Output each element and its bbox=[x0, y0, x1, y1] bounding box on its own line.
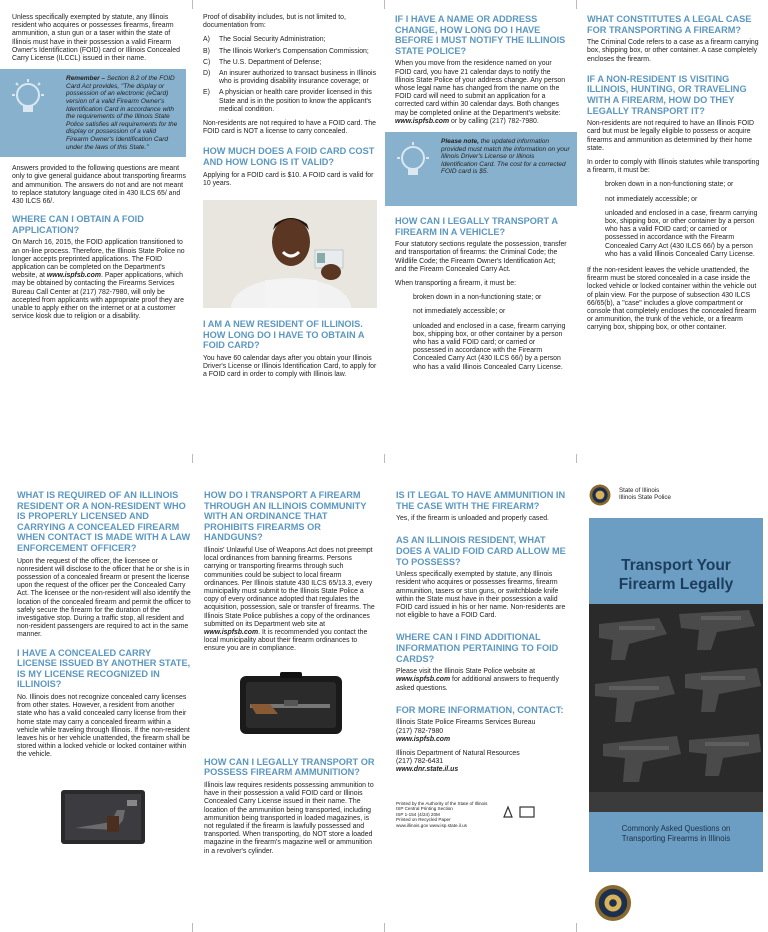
panel-top-3 bbox=[395, 14, 569, 378]
legal-case-text: The Criminal Code refers to a case as a firearm carrying box, shipping box, or other container. A case completely encloses the firearm. bbox=[587, 39, 759, 63]
note-title: Please note, bbox=[441, 138, 479, 145]
cover-header bbox=[589, 484, 763, 514]
heading-legal-case: WHAT CONSTITUTES A LEGAL CASE FOR TRANSPORTING A FIREARM? bbox=[587, 14, 752, 35]
heading-name-address-change: IF I HAVE A NAME OR ADDRESS CHANGE, HOW LONG DO I HAVE BEFORE I MUST NOTIFY THE ILLINOIS STATE POLICE? bbox=[395, 14, 566, 56]
note-text: the updated information provided must match the information on your Illinois Driver's License or Illinois Identification Card. The cost for a corrected FOID card is $5. bbox=[441, 138, 570, 176]
cover-title: Transport Your Firearm Legally bbox=[618, 557, 734, 593]
remember-note bbox=[0, 69, 186, 157]
nonresident-text: Non-residents are not required to have a FOID card. The FOID card is NOT a license to carry concealed. bbox=[203, 120, 376, 136]
fold-mark bbox=[384, 0, 385, 9]
list-item: broken down in a non-functioning state; or bbox=[605, 181, 734, 189]
rifle-case-photo bbox=[236, 670, 346, 740]
list-item: unloaded and enclosed in a case, firearm carrying box, shipping box, or other container by a person who has a valid FOID card; or carried or possessed in accordance with the Firearm Concealed Carry Act (430 ILCS 66/) by a person who has a valid Illinois Concealed Carry License. bbox=[605, 209, 758, 258]
firearms-collage-photo bbox=[589, 604, 763, 812]
ordinance-text: Illinois' Unlawful Use of Weapons Act does not preempt local ordinances from banning firearms. Persons carrying or transporting firearms through such communities could be subject to local firearm ordinances. Per Illinois statute 430 ILCS 65/13.3, every municipality must submit to the Illinois State Police a copy of every ordinance adopted that regulates the acquisition, possession, sale or transfer of firearms. The Illinois State Police publishes a copy of the ordinances submitted on its Department web site at www.ispfsb.com. It is recommended you contact the local municipality about their firearm ordinances to ensure you are in compliance. bbox=[204, 546, 375, 653]
name-address-text: When you move from the residence named on your FOID card, you have 21 calendar days to notify the Illinois State Police of your address change. Any person whose legal name has changed from the name on the FOID card will need to submit an application for a corrected card within 30 calendar days. Both changes may be completed online at the Department's website: www.ispfsb.com or by calling (217) 782-7980. bbox=[395, 60, 566, 125]
foid-possess-text: Unless specifically exempted by statute, any Illinois resident who acquires or possesses firearms, firearm ammunition, tasers or stun guns, or switchblade knife within the State must have in their possession a valid FOID card issued in his or her name. Non-residents are not eligible to have a FOID Card. bbox=[396, 571, 566, 620]
heading-obtain-foid: WHERE CAN I OBTAIN A FOID APPLICATION? bbox=[12, 214, 144, 235]
fold-mark bbox=[576, 454, 577, 463]
ammunition-text: Illinois law requires residents possessing ammunition to have in their possession a valid FOID card or Illinois Concealed Carry License issued in their name. The location of the ammunition being transported, including ammunition being transported in loaded magazines, is not regulated if the firearm is lawfully possessed and transported. When transporting, do NOT store a loaded magazine in the firearm's magazine well or ammunition in a revolver's cylinder. bbox=[204, 782, 374, 855]
lightbulb-icon bbox=[391, 140, 435, 184]
fold-mark bbox=[384, 923, 385, 932]
cover-subtitle: Commonly Asked Questions on Transporting Firearms in Illinois bbox=[621, 824, 731, 843]
list-item: not immediately accessible; or bbox=[413, 308, 506, 316]
printing-info: Printed by the Authority of the State of Illinois ISP Central Printing Section ISP 1-154 (4/24) 20M Printed on Recycled Paper www.illinois.gov www.isp.state.il.us bbox=[396, 801, 570, 829]
heading-new-resident: I AM A NEW RESIDENT OF ILLINOIS. HOW LONG DO I HAVE TO OBTAIN A FOID CARD? bbox=[203, 319, 365, 351]
note-text: Section 8.2 of the FOID Card Act provides, "The display or possession of an electronic (eCard) version of a valid Firearm Owner's Identification Card in accordance with the requirements of the Illinois State Police satisfies all requirements for the display or possession of a valid Firearm Owner's Identification Card under the laws of this State." bbox=[66, 75, 178, 151]
website-link[interactable]: www.ispfsb.com bbox=[396, 676, 451, 684]
intro-text: Unless specifically exempted by statute, any Illinois resident who acquires or possesses firearms, firearm ammunition, a stun gun or a taser within the state of Illinois must have in their possession a valid Firearm Owner's Identification (FOID) card or Illinois Concealed Carry License (ILCCL) issued in their name. bbox=[12, 14, 180, 63]
transport-vehicle-text: Four statutory sections regulate the possession, transfer and transportation of firearms: the Criminal Code; the Wildlife Code; the Firearm Owner's Identification Act; and the Firearm Concealed Carry Act. bbox=[395, 241, 567, 273]
transport-must-text: When transporting a firearm, it must be: bbox=[395, 280, 517, 287]
fold-mark bbox=[192, 923, 193, 932]
fold-mark bbox=[192, 454, 193, 463]
isp-badge-seal-icon bbox=[594, 884, 632, 922]
note-title: Remember – bbox=[66, 75, 107, 83]
isp-seal-icon bbox=[589, 484, 611, 506]
other-state-text: No. Illinois does not recognize concealed carry licenses from other states. However, a resident from another state who has a valid concealed carry license from their home state may carry a concealed firearm within a vehicle while traveling through Illinois. If the non-resident leaves his or her vehicle unattended, the firearm shall be stored within a locked vehicle or locked container within the vehicle. bbox=[17, 693, 190, 759]
fold-mark bbox=[384, 454, 385, 463]
heading-transport-vehicle: HOW CAN I LEGALLY TRANSPORT A FIREARM IN A VEHICLE? bbox=[395, 216, 558, 237]
heading-other-state-license: I HAVE A CONCEALED CARRY LICENSE ISSUED BY ANOTHER STATE, IS MY LICENSE RECOGNIZED IN ILLINOIS? bbox=[17, 647, 191, 690]
non-resident-text: Non-residents are not required to have an Illinois FOID card but must be legally eligible to possess or acquire firearms and ammunition as determined by their home state. bbox=[587, 120, 754, 152]
lightbulb-icon bbox=[6, 77, 50, 121]
obtain-foid-text: On March 16, 2015, the FOID application transitioned to an on-line process. Therefore, the Illinois State Police no longer accepts preprinted applications. The FOID application can be completed on the Department's website, at www.ispfsb.com. Paper applications, which may be obtained by contacting the Firearms Services Bureau Call Center at (217) 782-7980, will only be accepted from applicants with appropriate proof they are unable to apply either on the internet or at a customer service kiosk due to religion or a disability. bbox=[12, 239, 185, 321]
website-link[interactable]: www.dnr.state.il.us bbox=[396, 766, 459, 774]
new-resident-text: You have 60 calendar days after you obtain your Illinois Driver's License or Illinois Identification Card, to apply for a FOID card in order to comply with Illinois law. bbox=[203, 355, 377, 379]
unattended-vehicle-text: If the non-resident leaves the vehicle unattended, the firearm must be stored concealed in a case inside the locked vehicle or locked container within the vehicle out of plain view. For the purpose of subsection 430 ILCS 66/65(b), a "case" includes a glove compartment or console that completely encloses the concealed firearm or ammunition, the trunk of the vehicle, or a firearm carrying box, shipping box, or other container. bbox=[587, 267, 757, 332]
fold-mark bbox=[576, 0, 577, 9]
ammunition-case-text: Yes, if the firearm is unloaded and properly cased. bbox=[396, 515, 549, 523]
list-item: C) The U.S. Department of Defense; bbox=[203, 58, 322, 66]
please-note bbox=[385, 132, 577, 206]
list-item: A) The Social Security Administration; bbox=[203, 36, 326, 44]
answers-disclaimer: Answers provided to the following questions are meant only to give general guidance about transporting firearms and ammunition. The answers do not and are not meant to replace statutory language cited in 430 ILCS 65/ and 430 ILCS 66/. bbox=[12, 165, 186, 205]
website-link[interactable]: www.ispfsb.com bbox=[46, 272, 101, 280]
heading-ordinance-community: HOW DO I TRANSPORT A FIREARM THROUGH AN ILLINOIS COMMUNITY WITH AN ORDINANCE THAT PROHIBITS FIREARMS OR HANDGUNS? bbox=[204, 490, 367, 543]
heading-contact: FOR MORE INFORMATION, CONTACT: bbox=[396, 704, 564, 715]
gun-safe-photo bbox=[53, 780, 153, 850]
fold-mark bbox=[576, 923, 577, 932]
panel-top-4 bbox=[587, 14, 761, 339]
website-link[interactable]: www.ispfsb.com bbox=[396, 735, 451, 743]
list-item: B) The Illinois Worker's Compensation Commission; bbox=[203, 47, 369, 55]
agency-label: Illinois State Police bbox=[619, 494, 671, 502]
panel-bottom-3 bbox=[396, 490, 570, 829]
list-item: D) An insurer authorized to transact business in Illinois who is providing disability insurance coverage; or bbox=[203, 70, 377, 86]
non-resident-must-text: In order to comply with Illinois statutes while transporting a firearm, it must be: bbox=[587, 158, 760, 175]
additional-info-text: Please visit the Illinois State Police website at www.ispfsb.com for additional answers to frequently asked questions. bbox=[396, 668, 559, 692]
heading-law-enforcement-contact: WHAT IS REQUIRED OF AN ILLINOIS RESIDENT OR A NON-RESIDENT WHO IS PROPERLY LICENSED AND CARRYING A CONCEALED FIREARM WHEN CONTACT IS MADE WITH A LAW ENFORCEMENT OFFICER? bbox=[17, 490, 191, 553]
list-item: not immediately accessible; or bbox=[605, 195, 698, 203]
list-item: E) A physician or health care provider licensed in this State and is in the position to know the applicant's medical condition. bbox=[203, 89, 372, 113]
contact-fsb: Illinois State Police Firearms Services Bureau (217) 782-7980 www.ispfsb.com bbox=[396, 719, 570, 744]
heading-ammunition-in-case: IS IT LEGAL TO HAVE AMMUNITION IN THE CASE WITH THE FIREARM? bbox=[396, 490, 566, 511]
heading-additional-info: WHERE CAN I FIND ADDITIONAL INFORMATION PERTAINING TO FOID CARDS? bbox=[396, 632, 559, 664]
panel-bottom-2 bbox=[204, 490, 378, 862]
list-item: unloaded and enclosed in a case, firearm carrying box, shipping box, or other container by a person who has a valid FOID card; or carried or possessed in accordance with the Firearm Concealed Carry Act (430 ILCS 66/) by a person who has a valid Illinois Concealed Carry License. bbox=[413, 322, 566, 371]
panel-bottom-1 bbox=[17, 490, 191, 853]
panel-top-1 bbox=[12, 14, 186, 327]
heading-non-resident: IF A NON-RESIDENT IS VISITING ILLINOIS, HUNTING, OR TRAVELING WITH A FIREARM, HOW DO THEY LEGALLY TRANSPORT IT? bbox=[587, 73, 747, 116]
website-link[interactable]: www.ispfsb.com bbox=[395, 117, 450, 125]
proof-intro: Proof of disability includes, but is not limited to, documentation from: bbox=[203, 14, 346, 30]
recycle-icon bbox=[498, 799, 538, 823]
law-enforcement-text: Upon the request of the officer, the licensee or nonresident will disclose to the officer that he or she is in possession of a concealed firearm or present the license upon the request of the officer per the Concealed Carry Act. The licensee or the non-resident will also identify the location of the concealed firearm and permit the officer to safely secure the firearm for the duration of the investigative stop. During a traffic stop, all resident and non-resident passengers are required to act in the same manner. bbox=[17, 557, 191, 639]
contact-dnr: Illinois Department of Natural Resources (217) 782-6431 www.dnr.state.il.us bbox=[396, 750, 570, 775]
panel-top-2 bbox=[203, 14, 377, 386]
heading-cost: HOW MUCH DOES A FOID CARD COST AND HOW LONG IS IT VALID? bbox=[203, 146, 375, 168]
heading-foid-possess: AS AN ILLINOIS RESIDENT, WHAT DOES A VALID FOID CARD ALLOW ME TO POSSESS? bbox=[396, 535, 566, 567]
man-holding-card-photo bbox=[203, 200, 377, 308]
list-item: broken down in a non-functioning state; or bbox=[413, 294, 542, 302]
fold-mark bbox=[192, 0, 193, 9]
website-link[interactable]: www.ispfsb.com bbox=[204, 629, 259, 636]
cost-text: Applying for a FOID card is $10. A FOID card is valid for 10 years. bbox=[203, 171, 374, 187]
cover-panel bbox=[589, 518, 763, 872]
heading-ammunition: HOW CAN I LEGALLY TRANSPORT OR POSSESS FIREARM AMMUNITION? bbox=[204, 756, 375, 778]
state-label: State of Illinois bbox=[619, 487, 660, 494]
proof-list bbox=[203, 36, 377, 114]
